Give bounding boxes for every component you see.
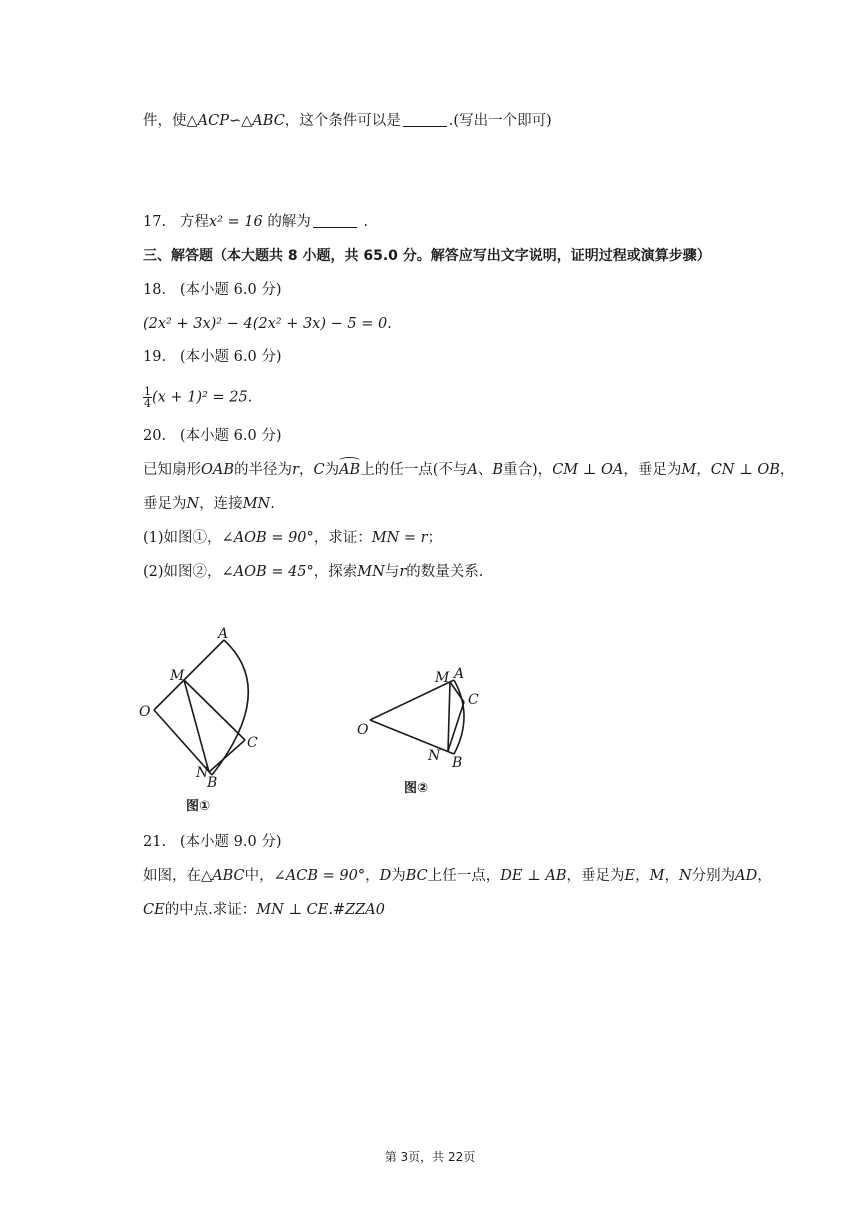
text: ，这个条件可以是 [284,113,401,129]
math: ACP [197,113,229,129]
text: 上的任一点(不与 [360,462,468,478]
math: OAB [201,462,235,478]
text: 重合)， [503,462,553,478]
text: (2)如图②， [143,564,222,580]
segment-OA [370,680,454,720]
math: ∠ACB = 90° [273,868,366,884]
math: N [678,868,692,884]
label-O: O [357,722,369,738]
label-C: C [247,735,258,751]
figure-2-caption: 图② [404,781,429,796]
fraction [143,386,152,409]
text: 为 [324,462,340,478]
math: (2x² + 3x)² − 4(2x² + 3x) − 5 = 0 [143,316,388,332]
section-heading: 三、解答题（本大题共 8 小题，共 65.0 分。解答应写出文字说明，证明过程或演算步骤） [143,248,711,264]
math: B [492,462,504,478]
answer-blank[interactable] [403,112,447,127]
math: D [379,868,392,884]
math: ABC [252,113,285,129]
math: N [186,496,200,512]
text: 、 [477,462,493,478]
points: (本小题 6.0 分) [179,428,282,444]
arc-math: AB [339,462,361,478]
text: . [363,214,369,230]
text: ， [696,462,711,478]
segment-MN [448,682,450,751]
question-20-part1 [143,528,442,548]
segment-OB [370,720,454,754]
text: .(写出一个即可) [448,113,552,129]
question-19-equation [143,386,252,409]
question-19-header [143,347,281,367]
figure-1 [130,620,270,820]
text: ∽△ [228,113,253,129]
figure-1-caption: 图① [186,799,211,814]
text: . [247,389,253,406]
question-21-line1 [143,866,772,886]
text: (1)如图①， [143,530,222,546]
math: MN ⊥ CE.#ZZA0 [256,902,385,918]
question-20-part2 [143,562,483,582]
label-B: B [207,775,218,791]
answer-blank[interactable] [313,213,357,228]
label-O: O [139,704,151,720]
text: 垂足为 [143,496,187,512]
label-M: M [435,670,450,686]
text: 分别为 [691,868,736,884]
question-21-header [143,832,281,852]
text: ， [757,868,772,884]
math: MN [357,564,385,580]
math: A [467,462,478,478]
label-C: C [468,692,479,708]
math: CM ⊥ OA [552,462,624,478]
text: ， [664,868,679,884]
question-21-line2 [143,900,385,920]
math: AD [735,868,758,884]
label-A: A [218,626,229,642]
text: ，求证： [313,530,372,546]
math: MN [242,496,271,512]
text: . [387,316,392,332]
math: CE [143,902,165,918]
math: ∠AOB = 45° [221,564,314,580]
segment-MC [184,680,245,740]
text: ，探索 [313,564,358,580]
math: r [399,564,407,580]
question-18-equation [143,314,392,334]
text: 已知扇形 [143,462,201,478]
text: 件，使△ [143,113,198,129]
text: 的解为 [267,214,311,230]
label-B: B [452,755,463,771]
numerator: 1 [144,385,151,398]
text: ， [298,462,314,478]
math: CN ⊥ OB [710,462,780,478]
question-20-line1 [143,460,794,480]
label-A: A [454,666,465,682]
text: 方程 [179,214,209,230]
segment-CN [448,702,464,751]
math: BC [405,868,428,884]
question-number: 21. [143,834,167,850]
text: 的中点.求证： [164,902,257,918]
text: 的半径为 [234,462,293,478]
arc-AB [212,640,248,775]
math: M [681,462,697,478]
question-number: 17. [143,214,167,230]
math: ABC [212,868,245,884]
text: ， [635,868,650,884]
text: ； [427,530,443,546]
label-N: N [428,748,441,764]
question-number: 20. [143,428,167,444]
points: (本小题 6.0 分) [179,282,282,298]
points: (本小题 6.0 分) [179,349,282,365]
question-17 [143,212,368,232]
question-20-header [143,426,281,446]
denominator: 4 [144,397,151,410]
text: . [270,496,275,512]
text: ，连接 [199,496,243,512]
text: ，垂足为 [623,462,682,478]
math: M [649,868,665,884]
label-M: M [170,668,185,684]
question-20-line2 [143,494,275,514]
segment-CN [209,740,245,772]
math: E [624,868,636,884]
text: 为 [391,868,406,884]
text: 上任一点， [427,868,501,884]
text: ， [779,462,795,478]
math: (x + 1)² = 25 [152,389,248,406]
text: 如图，在△ [143,868,213,884]
math: DE ⊥ AB [500,868,567,884]
question-18-header [143,280,281,300]
math: r [292,462,299,478]
q16-continuation [143,111,552,131]
math: ∠AOB = 90° [221,530,314,546]
question-number: 19. [143,349,167,365]
label-N: N [196,765,209,781]
text: 与 [384,564,400,580]
points: (本小题 9.0 分) [179,834,282,850]
text: 的数量关系. [406,564,484,580]
math: x² = 16 [208,214,263,230]
figure-2 [350,650,500,800]
math: MN = r [371,530,428,546]
math: C [313,462,325,478]
question-number: 18. [143,282,167,298]
page-footer: 第 3页，共 22页 [384,1150,476,1164]
text: 中， [244,868,274,884]
text: ，垂足为 [566,868,625,884]
text: ， [365,868,380,884]
